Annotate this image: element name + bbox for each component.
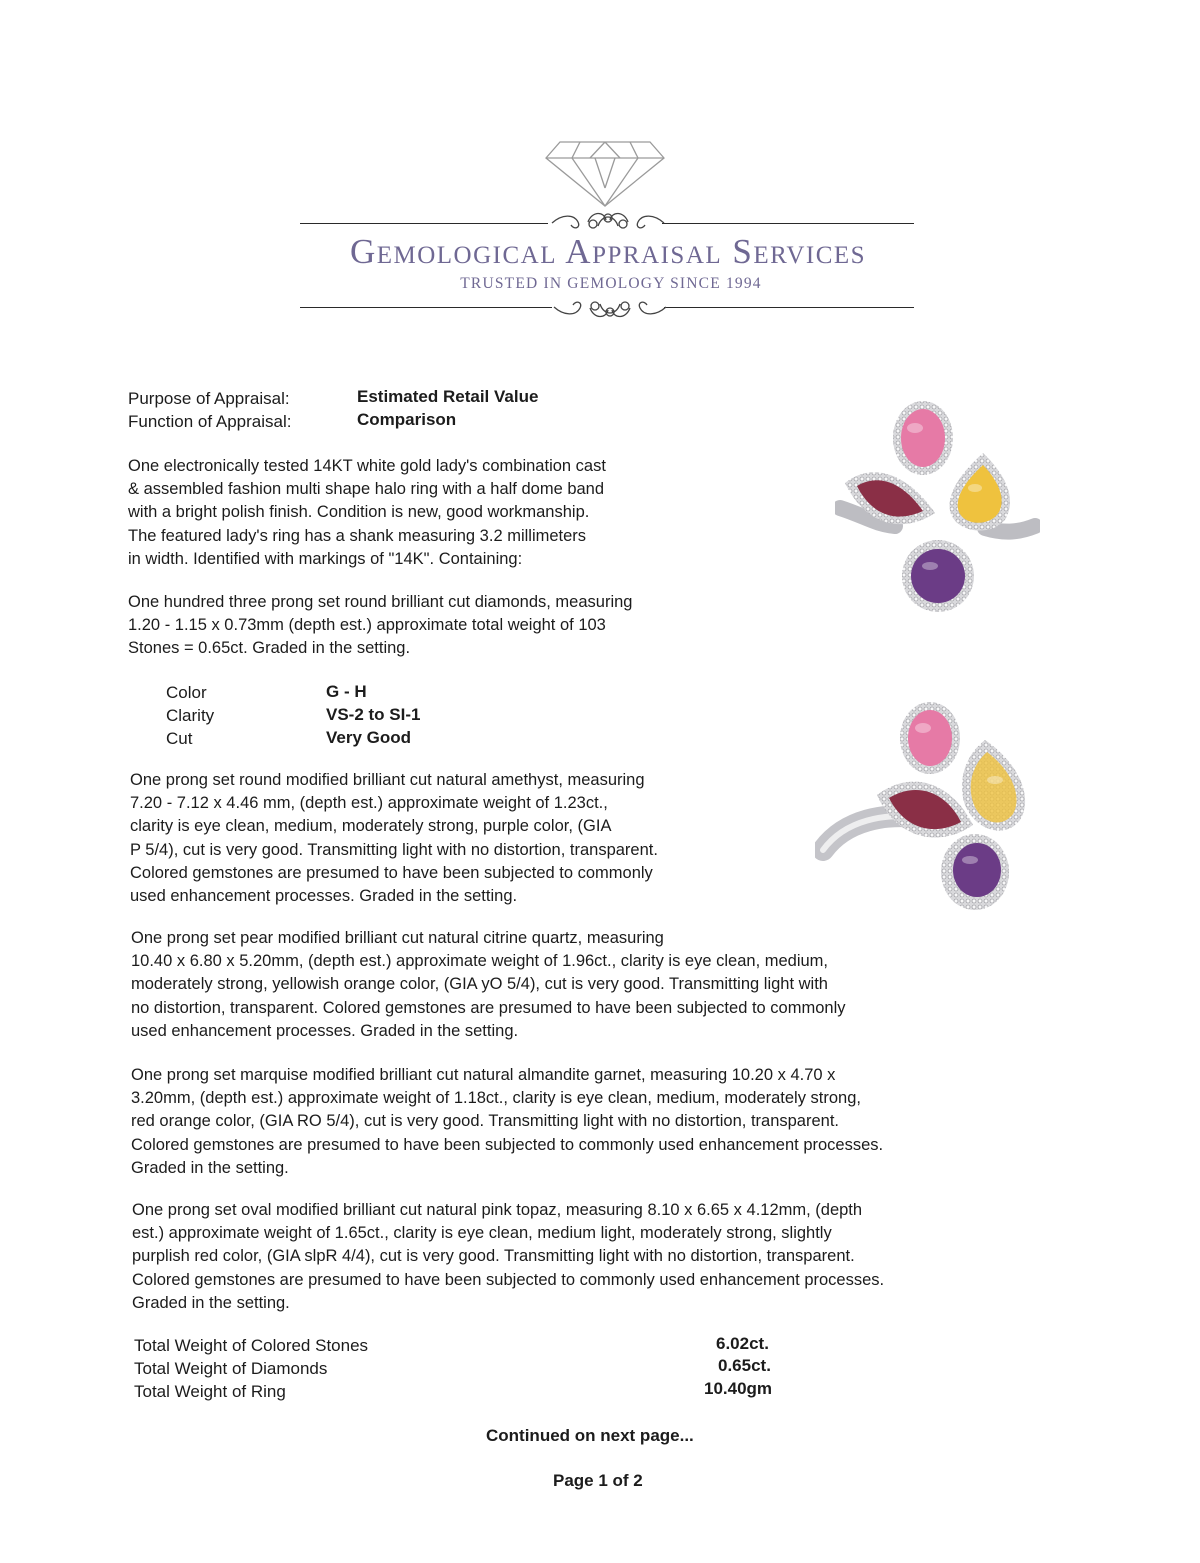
total-value: 10.40gm — [704, 1379, 773, 1398]
bottom-rule-left — [300, 307, 552, 308]
diamonds-description: One hundred three prong set round brilliant cut diamonds, measuring 1.20 - 1.15 x 0.73mm (depth est.) approximate total weight of 103 Stones = 0.65ct. Graded in the setting. — [128, 593, 633, 658]
total-label: Total Weight of Ring — [134, 1382, 286, 1401]
total-label: Total Weight of Diamonds — [134, 1359, 328, 1378]
grade-label: Cut — [166, 729, 193, 748]
purpose-label: Purpose of Appraisal: — [128, 389, 290, 408]
topaz-description: One prong set oval modified brilliant cut natural pink topaz, measuring 8.10 x 6.65 x 4.12mm, (depth est.) approximate weight of 1.65ct., clarity is eye clean, medium light, moderately strong, slightly purplish red color, (GIA slpR 4/4), cut is very good. Transmitting light with no distortion, transparent. Colored gemstones are presumed to have been subjected to commonly used enhancement processes. Graded in the setting. — [132, 1201, 885, 1312]
garnet-description: One prong set marquise modified brilliant cut natural almandite garnet, measuring 10.20 x 4.70 x 3.20mm, (depth est.) approximate weight of 1.18ct., clarity is eye clean, medium, moderately strong, red orange color, (GIA RO 5/4), cut is very good. Transmitting light with no distortion, transparent. Colored gemstones are presumed to have been subjected to commonly used enhancement processes. Graded in the setting. — [131, 1066, 884, 1177]
ring-description: One electronically tested 14KT white gold lady's combination cast & assembled fashion multi shape halo ring with a half dome band with a bright polish finish. Condition is new, good workmanship. The featured lady's ring has a shank measuring 3.2 millimeters in width. Identified with markings of "14K". Containing: — [128, 457, 606, 568]
brand-name: Gemological Appraisal Services — [349, 232, 867, 271]
brand-tagline: TRUSTED IN GEMOLOGY SINCE 1994 — [460, 275, 762, 292]
citrine-description: One prong set pear modified brilliant cut natural citrine quartz, measuring 10.40 x 6.80 x 5.20mm, (depth est.) approximate weight of 1.96ct., clarity is eye clean, medium, moderately strong, yellowish orange color, (GIA yO 5/4), cut is very good. Transmitting light with no distortion, transparent. Colored gemstones are presumed to have been subjected to commonly used enhancement processes. Graded in the setting. — [131, 929, 846, 1040]
grade-value: VS-2 to SI-1 — [326, 705, 421, 724]
page-number: Page 1 of 2 — [553, 1471, 643, 1490]
amethyst-stone — [911, 549, 965, 603]
total-label: Total Weight of Colored Stones — [134, 1336, 369, 1355]
amethyst-stone — [953, 843, 1001, 897]
grade-value: G - H — [326, 682, 367, 701]
grade-label: Clarity — [166, 706, 215, 725]
pink-topaz-stone — [908, 710, 952, 766]
continued-note: Continued on next page... — [486, 1426, 694, 1445]
function-value: Comparison — [357, 410, 457, 429]
bottom-rule-right — [664, 307, 914, 308]
top-rule-left — [300, 223, 548, 224]
ring-photo-top-view — [835, 398, 1040, 623]
diamond-logo-icon — [540, 128, 670, 208]
purpose-value: Estimated Retail Value — [357, 387, 539, 406]
top-rule-right — [662, 223, 914, 224]
total-value: 0.65ct. — [718, 1356, 771, 1375]
grade-label: Color — [166, 683, 207, 702]
grade-value: Very Good — [326, 728, 412, 747]
bottom-flourish-icon — [550, 296, 670, 322]
ring-photo-angled-view — [815, 700, 1045, 915]
total-value: 6.02ct. — [716, 1334, 769, 1353]
amethyst-description: One prong set round modified brilliant cut natural amethyst, measuring 7.20 - 7.12 x 4.46 mm, (depth est.) approximate weight of 1.23ct., clarity is eye clean, medium, moderately strong, purple color, (GIA P 5/4), cut is very good. Transmitting light with no distortion, transparent. Colored gemstones are presumed to have been subjected to commonly used enhancement processes. Graded in the setting. — [130, 771, 658, 906]
pink-topaz-stone — [901, 409, 945, 467]
top-flourish-icon — [548, 208, 668, 234]
function-label: Function of Appraisal: — [128, 412, 292, 431]
